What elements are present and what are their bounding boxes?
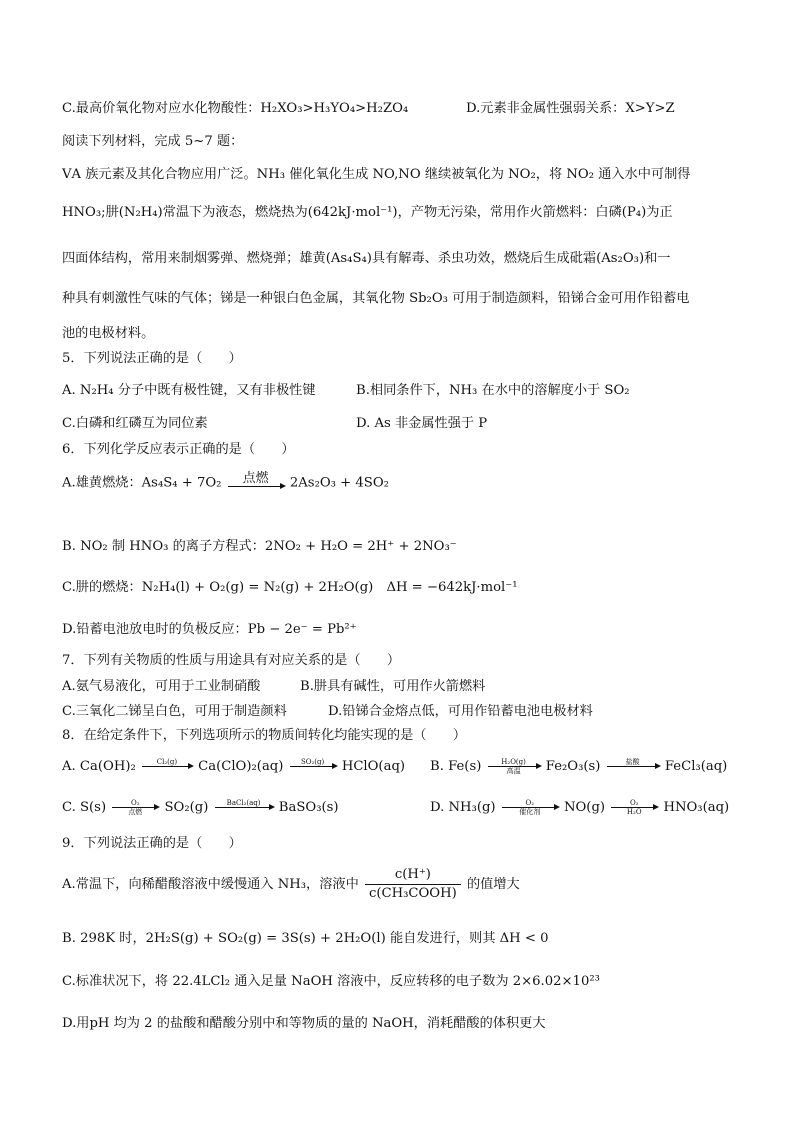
q5-option-b: B.相同条件下，NH₃ 在水中的溶解度小于 SO₂ — [356, 383, 630, 398]
q7-option-b: B.肼具有碱性，可用作火箭燃料 — [300, 679, 486, 694]
q6-option-b: B. NO₂ 制 HNO₃ 的离子方程式：2NO₂ + H₂O = 2H⁺ + 2NO₃⁻ — [62, 539, 457, 554]
reaction-arrow — [290, 758, 336, 775]
q8c-species-3: BaSO₃(s) — [278, 800, 339, 815]
reaction-arrow — [215, 799, 273, 816]
material-line-2: HNO₃;肼(N₂H₄)常温下为液态，燃烧热为(642kJ·mol⁻¹)，产物无污染，常用作火箭燃料：白磷(P₄)为正 — [62, 205, 673, 220]
q8-option-b — [430, 758, 727, 776]
q9-option-b: B. 298K 时，2H₂S(g) + SO₂(g) = 3S(s) + 2H₂O(l) 能自发进行，则其 ΔH < 0 — [62, 931, 549, 946]
q8-option-a — [62, 758, 405, 776]
q9a-text-end: 的值增大 — [466, 877, 520, 892]
q9a-text: A.常温下，向稀醋酸溶液中缓慢通入 NH₃，溶液中 — [62, 877, 359, 892]
arrow-condition: O₂ — [629, 799, 639, 807]
q7-option-d: D.铅锑合金熔点低，可用作铅蓄电池电极材料 — [328, 704, 593, 719]
q9-option-c: C.标准状况下，将 22.4LCl₂ 通入足量 NaOH 溶液中，反应转移的电子数为 2×6.02×10²³ — [62, 974, 600, 989]
reaction-arrow — [611, 799, 657, 816]
reading-instruction: 阅读下列材料，完成 5~7 题： — [62, 134, 244, 149]
q6a-reactants: A.雄黄燃烧：As₄S₄ + 7O₂ — [62, 475, 222, 491]
q7-option-a: A.氨气易液化，可用于工业制硝酸 — [62, 679, 261, 694]
arrow-condition: 盐酸 — [625, 758, 640, 766]
arrow-condition: 点燃 — [242, 471, 269, 486]
q8-option-c — [62, 799, 339, 817]
q8c-species-1: C. S(s) — [62, 800, 107, 815]
q8b-species-1: B. Fe(s) — [430, 759, 482, 774]
arrow-condition-below: H₂O — [626, 808, 642, 816]
material-line-5: 池的电极材料。 — [62, 326, 155, 341]
q9-option-d: D.用pH 均为 2 的盐酸和醋酸分别中和等物质的量的 NaOH，消耗醋酸的体积更大 — [62, 1016, 546, 1031]
q6-option-c: C.肼的燃烧：N₂H₄(l) + O₂(g) = N₂(g) + 2H₂O(g) ΔH = −642kJ·mol⁻¹ — [62, 580, 518, 595]
q5-option-c: C.白磷和红磷互为同位素 — [62, 416, 208, 431]
arrow-condition-below: 高温 — [506, 767, 521, 775]
q9-option-a — [62, 866, 520, 903]
reaction-arrow — [488, 758, 540, 775]
q8b-species-2: Fe₂O₃(s) — [545, 759, 601, 774]
option-d-q4: D.元素非金属性强弱关系：X>Y>Z — [466, 101, 675, 116]
reaction-arrow — [607, 758, 659, 775]
arrow-condition: BaCl₂(aq) — [226, 799, 261, 807]
reaction-arrow — [228, 471, 284, 495]
ratio-numerator: c(H⁺) — [365, 866, 461, 885]
option-c-q4: C.最高价氧化物对应水化物酸性：H₂XO₃>H₃YO₄>H₂ZO₄ — [62, 101, 409, 116]
question-9: 9．下列说法正确的是（ ） — [62, 836, 242, 851]
q8a-species-3: HClO(aq) — [341, 759, 406, 774]
q8a-species-1: A. Ca(OH)₂ — [62, 759, 136, 774]
q8a-species-2: Ca(ClO)₂(aq) — [198, 759, 284, 774]
reaction-arrow — [502, 799, 558, 816]
q5-option-d: D. As 非金属性强于 P — [356, 416, 488, 431]
material-line-3: 四面体结构，常用来制烟雾弹、燃烧弹；雄黄(As₄S₄)具有解毒、杀虫功效，燃烧后生成砒霜(As₂O₃)和一 — [62, 251, 671, 266]
question-5: 5．下列说法正确的是（ ） — [62, 351, 242, 366]
arrow-condition-below: 点燃 — [128, 808, 143, 816]
q6-option-a — [62, 471, 389, 495]
material-line-4: 种具有刺激性气味的气体；锑是一种银白色金属，其氧化物 Sb₂O₃ 可用于制造颜料，铅锑合金可用作铅蓄电 — [62, 291, 690, 306]
q8d-species-2: NO(g) — [563, 800, 606, 815]
concentration-ratio — [365, 866, 461, 903]
question-8: 8．在给定条件下，下列选项所示的物质间转化均能实现的是（ ） — [62, 728, 467, 743]
q8-option-d — [430, 799, 729, 817]
q8d-species-1: D. NH₃(g) — [430, 800, 496, 815]
ratio-denominator: c(CH₃COOH) — [369, 886, 457, 901]
q6-option-d: D.铅蓄电池放电时的负极反应：Pb − 2e⁻ = Pb²⁺ — [62, 622, 357, 637]
q8c-species-2: SO₂(g) — [164, 800, 209, 815]
reaction-arrow — [112, 799, 158, 816]
q6a-products: 2As₂O₃ + 4SO₂ — [289, 475, 389, 491]
reaction-arrow — [142, 758, 192, 775]
arrow-condition: SO₂(g) — [300, 758, 325, 766]
q8b-species-3: FeCl₃(aq) — [664, 759, 728, 774]
arrow-condition: Cl₂(g) — [156, 758, 178, 766]
q5-option-a: A. N₂H₄ 分子中既有极性键，又有非极性键 — [62, 383, 316, 398]
question-7: 7．下列有关物质的性质与用途具有对应关系的是（ ） — [62, 653, 401, 668]
q7-option-c: C.三氧化二锑呈白色，可用于制造颜料 — [62, 704, 287, 719]
arrow-condition: O₂ — [525, 799, 535, 807]
arrow-condition: O₂ — [131, 799, 140, 807]
q8d-species-3: HNO₃(aq) — [663, 800, 730, 815]
arrow-condition: H₂O(g) — [501, 758, 526, 766]
material-line-1: ⅤA 族元素及其化合物应用广泛。NH₃ 催化氧化生成 NO,NO 继续被氧化为 NO₂，将 NO₂ 通入水中可制得 — [62, 167, 691, 182]
question-6: 6．下列化学反应表示正确的是（ ） — [62, 442, 295, 457]
arrow-condition-below: 催化剂 — [519, 808, 541, 816]
